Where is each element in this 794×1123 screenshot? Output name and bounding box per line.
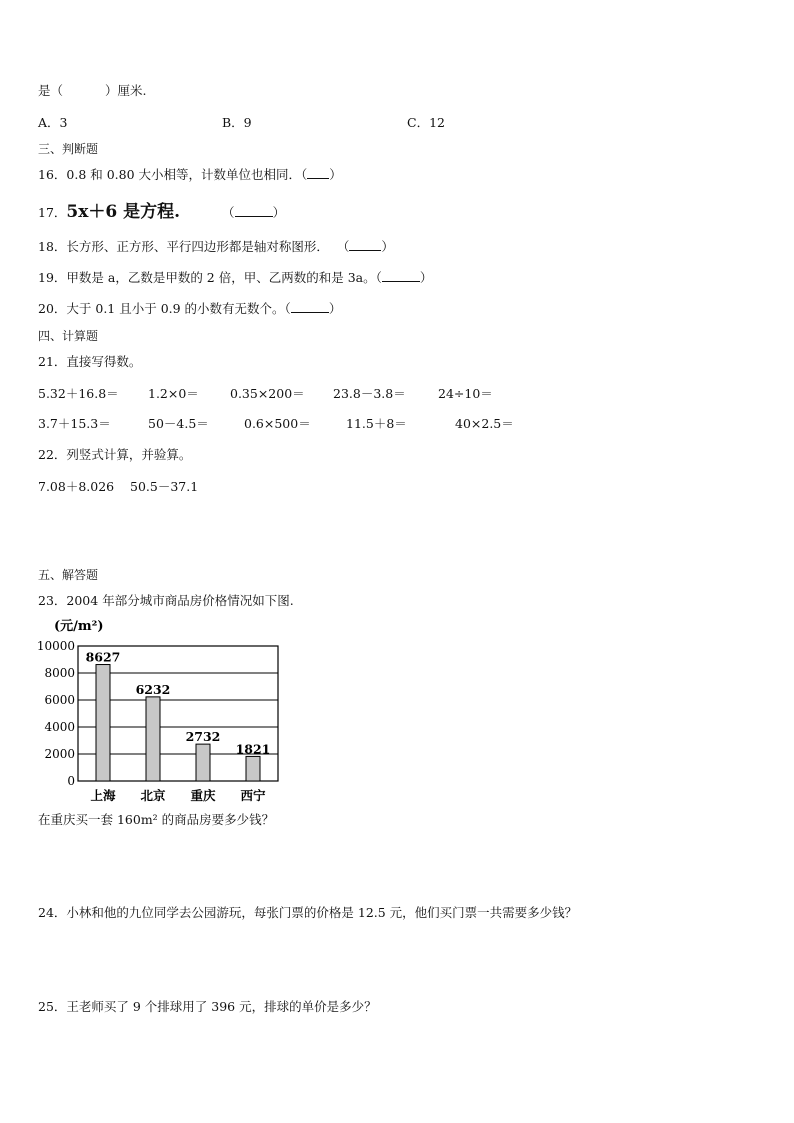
price-bar-chart	[30, 612, 290, 807]
q21-item: 1.2×0＝	[148, 386, 199, 401]
q23: 23．2004 年部分城市商品房价格情况如下图.	[38, 593, 294, 608]
q21-item: 50－4.5＝	[148, 416, 209, 431]
q21-item: 40×2.5＝	[455, 416, 514, 431]
q20: 20．大于 0.1 且小于 0.9 的小数有无数个。（ ）	[38, 301, 342, 316]
q21-item: 5.32＋16.8＝	[38, 386, 119, 401]
q15-option-b: B．9	[222, 115, 252, 130]
y-tick-label: 0	[67, 774, 75, 788]
q19: 19．甲数是 a，乙数是甲数的 2 倍，甲、乙两数的和是 3a。（ ）	[38, 270, 433, 285]
y-tick-label: 2000	[44, 747, 75, 761]
q18: 18．长方形、正方形、平行四边形都是轴对称图形． （ ）	[38, 239, 394, 254]
q15-option-c: C．12	[407, 115, 445, 130]
q21-item: 23.8－3.8＝	[333, 386, 406, 401]
y-axis-label: (元/m²)	[54, 619, 104, 634]
q21-item: 3.7＋15.3＝	[38, 416, 111, 431]
q21-item: 11.5＋8＝	[346, 416, 407, 431]
q22-item: 7.08＋8.026	[38, 479, 115, 494]
bar	[96, 665, 110, 781]
bar	[146, 697, 160, 781]
answer-blank[interactable]	[382, 281, 420, 282]
answer-blank[interactable]	[307, 178, 329, 179]
q22-item: 50.5－37.1	[130, 479, 199, 494]
bar	[196, 744, 210, 781]
q17: 17．5x＋6 是方程. （ ）	[38, 202, 286, 222]
section-heading-answers: 五、解答题	[38, 568, 99, 582]
x-category-label: 西宁	[240, 788, 266, 803]
y-tick-label: 8000	[44, 666, 75, 680]
bar	[246, 756, 260, 781]
y-tick-label: 4000	[44, 720, 75, 734]
q24: 24．小林和他的九位同学去公园游玩，每张门票的价格是 12.5 元，他们买门票一共需要多少钱？	[38, 905, 578, 920]
x-category-label: 重庆	[190, 788, 216, 803]
section-heading-calculation: 四、计算题	[38, 329, 99, 343]
q23-question: 在重庆买一套 160m² 的商品房要多少钱？	[38, 812, 275, 827]
q21-item: 0.6×500＝	[244, 416, 311, 431]
q21-item: 24÷10＝	[438, 386, 493, 401]
bar-value-label: 1821	[235, 741, 271, 757]
answer-blank[interactable]	[291, 312, 329, 313]
bar-value-label: 2732	[185, 729, 221, 745]
q15-tail: 是（ ）厘米.	[38, 83, 147, 98]
x-category-label: 上海	[90, 788, 116, 803]
q21: 21．直接写得数。	[38, 354, 142, 369]
answer-blank[interactable]	[235, 216, 273, 217]
q16: 16．0.8 和 0.80 大小相等，计数单位也相同．（ ）	[38, 167, 342, 182]
y-tick-label: 10000	[36, 639, 75, 653]
bar-value-label: 8627	[85, 649, 121, 665]
q15-option-a: A．3	[38, 115, 68, 130]
q21-item: 0.35×200＝	[230, 386, 305, 401]
section-heading-judgement: 三、判断题	[38, 142, 99, 156]
q22: 22．列竖式计算，并验算。	[38, 447, 192, 462]
bar-value-label: 6232	[135, 681, 171, 697]
y-tick-label: 6000	[44, 693, 75, 707]
answer-blank[interactable]	[349, 250, 381, 251]
q17-expression: 5x＋6 是方程.	[66, 202, 181, 222]
x-category-label: 北京	[140, 788, 166, 803]
q25: 25．王老师买了 9 个排球用了 396 元，排球的单价是多少？	[38, 999, 377, 1014]
